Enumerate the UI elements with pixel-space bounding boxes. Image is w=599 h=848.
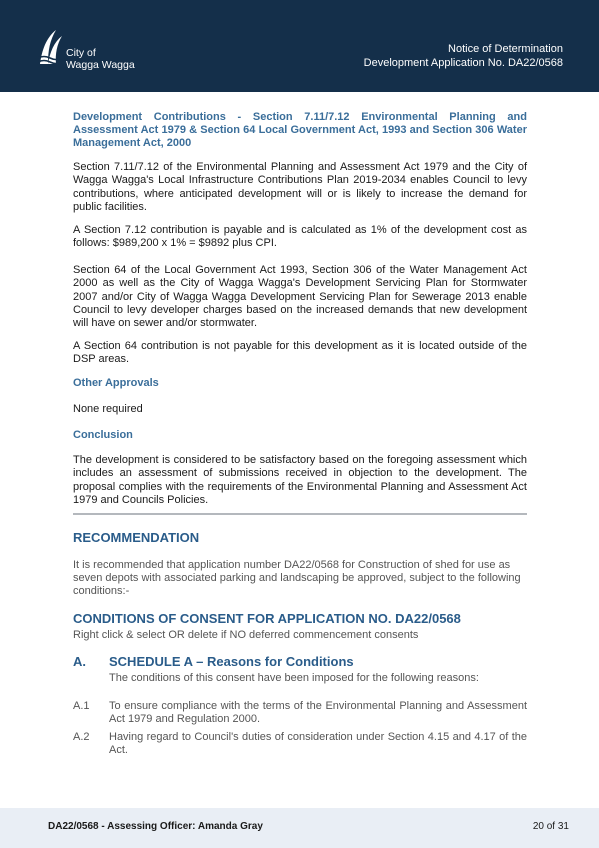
conditions-heading: CONDITIONS OF CONSENT FOR APPLICATION NO. DA22/0568 [73, 611, 461, 626]
page-header [0, 0, 599, 92]
schedule-title: SCHEDULE A – Reasons for Conditions [109, 654, 354, 669]
title-line1: Notice of Determination [448, 43, 563, 55]
schedule-intro: The conditions of this consent have been imposed for the following reasons: [109, 672, 479, 684]
logo-line1: City of [66, 47, 96, 59]
reason-text: To ensure compliance with the terms of the Environmental Planning and Assessment Act 1979 and Regulation 2000. [109, 700, 527, 725]
section-divider [73, 513, 527, 515]
other-approvals-heading: Other Approvals [73, 377, 159, 389]
reason-text: Having regard to Council's duties of consideration under Section 4.15 and 4.17 of the Act. [109, 731, 527, 756]
conditions-note: Right click & select OR delete if NO deferred commencement consents [73, 629, 419, 641]
wagga-logo-icon [36, 28, 66, 68]
conclusion-heading: Conclusion [73, 429, 133, 441]
recommendation-text: It is recommended that application number DA22/0568 for Construction of shed for use as seven depots with associated parking and landscaping be approved, subject to the following conditions:- [73, 559, 521, 597]
conclusion-text: The development is considered to be satisfactory based on the foregoing assessment which includes an assessment of submissions received in objection to the development. The proposal complies with the requirements of the Environmental Planning and Assessment Act 1979 and Councils Policies. [73, 454, 527, 506]
reason-number: A.1 [73, 700, 90, 712]
page-footer [0, 808, 599, 848]
other-approvals-text: None required [73, 403, 143, 415]
dev-contrib-heading: Development Contributions - Section 7.11/7.12 Environmental Planning and Assessment Act 1979 & Section 64 Local Government Act, 1993 and Section 306 Water Management Act, 2000 [73, 111, 527, 149]
title-line2: Development Application No. DA22/0568 [363, 57, 563, 69]
paragraph-2: A Section 7.12 contribution is payable and is calculated as 1% of the development cost as follows: $989,200 x 1% = $9892 plus CPI. [73, 224, 527, 250]
page-number: 20 of 31 [532, 821, 569, 832]
council-logo [36, 28, 146, 76]
document-title [364, 42, 563, 70]
paragraph-3: Section 64 of the Local Government Act 1993, Section 306 of the Water Management Act 2000 as well as the City of Wagga Wagga's Development Servicing Plan for Stormwater 2007 and/or City of Wagga Wagga Development Servicing Plan for Sewerage 2013 enable Council to levy developer charges based on the increased demands that new development will have on sewer and/or stormwater. [73, 264, 527, 330]
paragraph-4: A Section 64 contribution is not payable for this development as it is located outside of the DSP areas. [73, 340, 527, 366]
logo-line2: Wagga Wagga [66, 59, 135, 71]
schedule-letter: A. [73, 654, 86, 669]
reason-number: A.2 [73, 731, 90, 743]
recommendation-heading: RECOMMENDATION [73, 530, 200, 545]
paragraph-1: Section 7.11/7.12 of the Environmental Planning and Assessment Act 1979 and the City of Wagga Wagga's Local Infrastructure Contributions Plan 2019-2034 enables Council to levy contributions, where anticipated development will or is likely to increase the demand for public facilities. [73, 161, 527, 213]
footer-officer: DA22/0568 - Assessing Officer: Amanda Gray [48, 821, 263, 832]
